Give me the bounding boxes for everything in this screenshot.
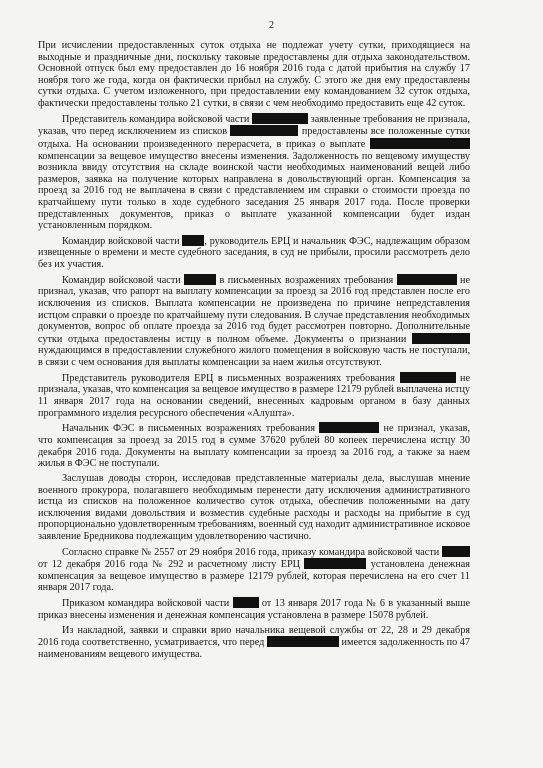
paragraph-text: Командир войсковой части — [62, 235, 183, 247]
paragraph-text: Из накладной, заявки и справки врио начальника вещевой службы от 22, 28 и 29 декабря 2016 года соответственно, усматривается, что перед — [38, 624, 470, 649]
paragraph — [38, 113, 470, 232]
redaction-box — [182, 235, 204, 246]
paragraph — [38, 235, 470, 271]
paragraph — [38, 473, 470, 543]
paragraph — [38, 597, 470, 621]
paragraph-text: от 12 декабря 2016 года № 292 и расчетному листу ЕРЦ — [38, 559, 305, 571]
paragraph-text: нуждающимся в предоставлении служебного жилого помещения в войсковую часть не поступали, в связи с чем основания для выплаты компенсации за наем жилья отсутствуют. — [38, 345, 470, 368]
paragraph-text: , руководитель ЕРЦ и начальник ФЭС, надлежащим образом извещенные о времени и месте судебного заседания, в суд не прибыли, просили рассмотреть дело без их участия. — [38, 235, 470, 271]
redaction-box — [397, 274, 457, 285]
paragraph-text: При исчислении предоставленных суток отдыха не подлежат учету сутки, приходящиеся на выходные и праздничные дни, поскольку таковые предоставлены для отдыха законодательством. Основной отпуск был ему предоставлен до 16 ноября 2016 года с датой прибытия на службу 17 ноября того же года, когда он фактически прибыл на службу. С этого же дня ему предоставлены сутки отдыха. С учетом изложенного, при предоставлении ему командованием 32 суток отдыха, фактически предоставлены только 21 сутки, в связи с чем необходимо предоставить еще 42 суток. — [38, 40, 470, 109]
paragraph-text: Приказом командира войсковой части — [62, 598, 233, 610]
paragraph-text: в письменных возражениях требования — [216, 274, 397, 286]
redaction-box — [233, 597, 259, 608]
paragraph-text: Заслушав доводы сторон, исследовав представленные материалы дела, выслушав мнение военного прокурора, полагавшего необходимым перенести дату исключения административного истца из списков на положенное количество суток отдыха, обеспечив положенными на дату исключения видами довольствия и возместив судебные расходы и расходы на прибытие в суд пропорционально удовлетворенным требованиям, военный суд находит административное исковое заявление Бредникова подлежащим удовлетворению частично. — [38, 472, 470, 542]
paragraph-text: заявленные требования не признала, указав, что перед исключением из списков — [38, 113, 470, 138]
paragraph-text: Представитель руководителя ЕРЦ в письменных возражениях требования — [62, 372, 400, 384]
redaction-box — [400, 372, 456, 383]
paragraph — [38, 274, 470, 369]
paragraph — [38, 546, 470, 594]
paragraph — [38, 422, 470, 469]
page-number: 2 — [269, 20, 274, 31]
paragraph-text: не признала, указав, что компенсация за вещевое имущество в размере 12179 рублей выплачена истцу 11 января 2017 года на основании сведений, внесенных кадровым органом в базу данных программного изделия ресурсного обеспечения «Алушта». — [38, 372, 470, 419]
redaction-box — [252, 113, 308, 124]
redaction-box — [319, 422, 379, 433]
redaction-box — [230, 125, 298, 136]
paragraph-text: не признал, указав, что компенсация за проезд за 2015 год в сумме 37620 рублей 80 копеек перечислена истцу 30 декабря 2016 года. Документы на выплату компенсации за проезд за 2016 год, а также за наем жилья в ФЭС не поступали. — [38, 423, 470, 470]
paragraph-text: установлена денежная компенсация за вещевое имущество в размере 12179 рублей, которая перечислена на его счет 11 января 2017 года. — [38, 559, 470, 594]
paragraph-text: не признал, указав, что рапорт на выплату компенсации за проезд за 2016 год представлен после его исключения из списков. Выплата компенсации не произведена по причине непредставления истцом справки о проезде по кратчайшему пути следования. В случае представления необходимых документов, вопрос об оплате проезда за 2016 год будет рассмотрен повторно. Дополнительные сутки отдыха предоставлены истцу в полном объеме. Документы о признании — [38, 274, 470, 345]
paragraph-text: Начальник ФЭС в письменных возражениях требования — [62, 423, 320, 435]
paragraph-text: Командир войсковой части — [62, 274, 185, 286]
paragraph-text: предоставлены все положенные сутки отдыха. На основании произведенного перерасчета, в приказ о выплате — [38, 126, 470, 150]
paragraph-text: компенсации за вещевое имущество внесены изменения. Задолженность по вещевому имуществу возникла ввиду отсутствия на складе воинской части необходимых наименований вещей либо размеров, заявка на получение которых направлена в довольствующий орган. Компенсация за проезд за 2016 год не выплачена в связи с представлением им справки о стоимости проезда по кратчайшему пути только в ходе судебного заседания 25 января 2017 года. После проверки представленных документов, приказ о выплате указанной компенсации будет издан установленным порядком. — [38, 150, 470, 232]
redaction-box — [370, 138, 470, 149]
redaction-box — [442, 546, 470, 557]
document-body — [38, 40, 470, 664]
paragraph-text: Представитель командира войсковой части — [62, 113, 252, 125]
paragraph-text: Согласно справке № 2557 от 29 ноября 2016 года, приказу командира войсковой части — [62, 546, 442, 558]
redaction-box — [267, 636, 339, 647]
paragraph-text: имеется задолженность по 47 наименованиям вещевого имущества. — [38, 637, 470, 660]
redaction-box — [304, 558, 366, 569]
paragraph — [38, 625, 470, 661]
redaction-box — [184, 274, 216, 285]
paragraph-text: от 13 января 2017 года № 6 в указанный выше приказ внесены изменения и денежная компенсация установлена в размере 15078 рублей. — [38, 598, 471, 621]
paragraph — [38, 40, 470, 110]
paragraph — [38, 372, 470, 419]
redaction-box — [412, 333, 470, 344]
